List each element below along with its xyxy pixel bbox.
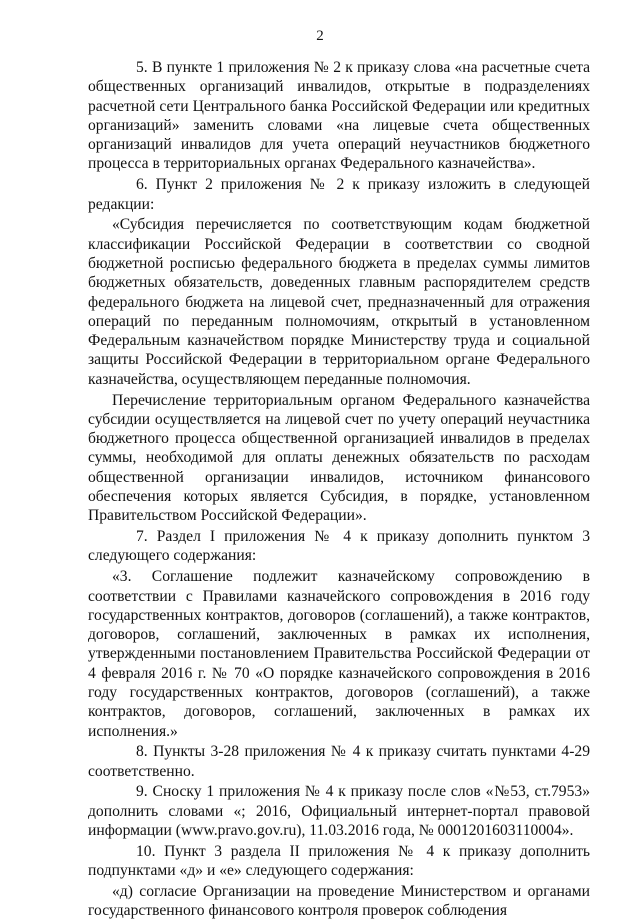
quoted-paragraph-subitem-d: «д) согласие Организации на проведение Министерством и органами государственного финансового контроля проверок соблюдения [88, 882, 590, 920]
paragraph-item-6: 6. Пункт 2 приложения № 2 к приказу изложить в следующей редакции: [88, 176, 590, 213]
page-number: 2 [316, 28, 324, 44]
quoted-paragraph-subsidy: «Субсидия перечисляется по соответствующим кодам бюджетной классификации Российской Федерации в соответствии со сводной бюджетной росписью федерального бюджета в пределах суммы лимитов бюджетных обязательств, доведенных главным распорядителем средств федерального бюджета на лицевой счет, предназначенный для отражения операций по переданным полномочиям, открытый в установленном Федеральным казначейством порядке Министерству труда и социальной защиты Российской Федерации в территориальном органе Федерального казначейства, осуществляющем переданные полномочия. [88, 216, 590, 388]
paragraph-item-8: 8. Пункты 3-28 приложения № 4 к приказу считать пунктами 4-29 соответственно. [88, 743, 590, 780]
paragraph-item-5: 5. В пункте 1 приложения № 2 к приказу слова «на расчетные счета общественных организаций инвалидов, открытые в подразделениях расчетной сети Центрального банка Российской Федерации или кредитных организаций» заменить словами «на лицевые счета общественных организаций инвалидов для учета операций неучастников бюджетного процесса в территориальных органах Федерального казначейства». [88, 59, 590, 173]
quoted-paragraph-transfer: Перечисление территориальным органом Федерального казначейства субсидии осуществляется на лицевой счет по учету операций неучастника бюджетного процесса общественной организацией инвалидов в пределах суммы, необходимой для оплаты денежных обязательств по расходам общественной организации инвалидов, источником финансового обеспечения которых является Субсидия, в порядке, установленном Правительством Российской Федерации». [88, 391, 590, 525]
paragraph-item-10: 10. Пункт 3 раздела II приложения № 4 к приказу дополнить подпунктами «д» и «е» следующего содержания: [88, 842, 590, 880]
paragraph-item-7: 7. Раздел I приложения № 4 к приказу дополнить пунктом 3 следующего содержания: [88, 528, 590, 565]
document-body [88, 58, 590, 921]
paragraph-item-9: 9. Сноску 1 приложения № 4 к приказу после слов «№53, ст.7953» дополнить словами «; 2016, Официальный интернет-портал правовой информации (www.pravo.gov.ru), 11.03.2016 года, № 0001201603110004». [88, 783, 590, 840]
quoted-paragraph-agreement: «3. Соглашение подлежит казначейскому сопровождению в соответствии с Правилами казначейского сопровождения в 2016 году государственных контрактов, договоров (соглашений), а также контрактов, договоров, соглашений, заключенных в рамках их исполнения, утвержденными постановлением Правительства Российской Федерации от 4 февраля 2016 г. № 70 «О порядке казначейского сопровождения в 2016 году государственных контрактов, договоров (соглашений), а также контрактов, договоров, соглашений, заключенных в рамках их исполнения.» [88, 568, 590, 740]
